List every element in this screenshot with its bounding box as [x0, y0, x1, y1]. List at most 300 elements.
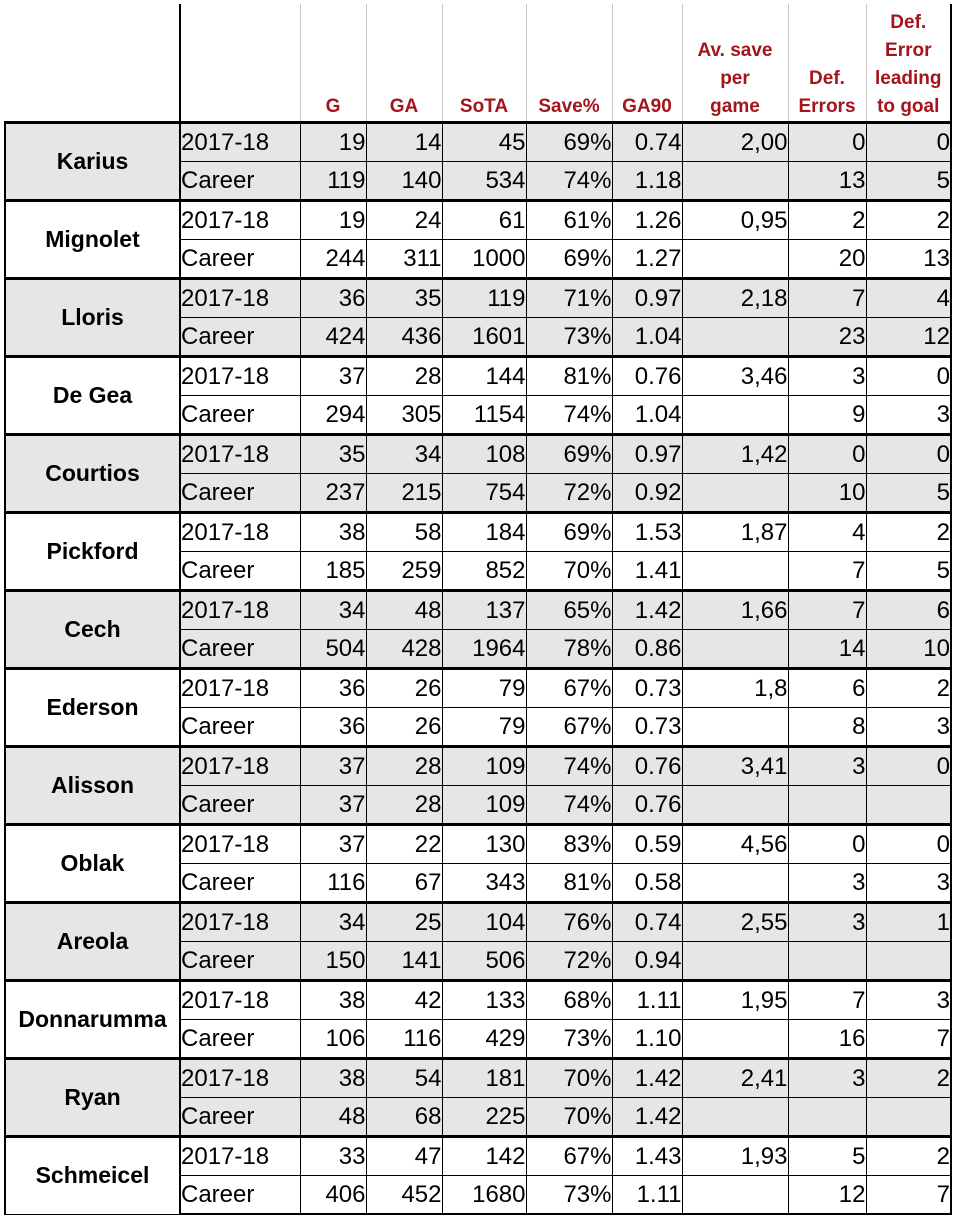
g-cell: 37 — [300, 825, 366, 864]
season-cell: 2017-18 — [180, 903, 300, 942]
save-pct-cell: 67% — [526, 1137, 612, 1176]
player-group — [5, 435, 951, 513]
def-error-goal-cell: 12 — [866, 318, 951, 357]
header-def-error-goal-line: Def. — [890, 12, 927, 33]
sota-cell: 79 — [442, 669, 526, 708]
season-cell: 2017-18 — [180, 201, 300, 240]
av-save-cell: 0,95 — [682, 201, 788, 240]
g-cell: 34 — [300, 591, 366, 630]
save-pct-cell: 83% — [526, 825, 612, 864]
save-pct-cell: 69% — [526, 240, 612, 279]
av-save-cell: 1,87 — [682, 513, 788, 552]
def-errors-cell: 7 — [788, 552, 866, 591]
sota-cell: 108 — [442, 435, 526, 474]
def-error-goal-cell: 7 — [866, 1176, 951, 1215]
def-errors-cell: 3 — [788, 357, 866, 396]
save-pct-cell: 70% — [526, 1098, 612, 1137]
season-cell: Career — [180, 630, 300, 669]
table-row — [5, 669, 951, 708]
av-save-cell: 1,66 — [682, 591, 788, 630]
ga90-cell: 0.73 — [612, 669, 682, 708]
def-error-goal-cell: 2 — [866, 1059, 951, 1098]
table-row — [5, 591, 951, 630]
ga90-cell: 1.18 — [612, 162, 682, 201]
g-cell: 38 — [300, 1059, 366, 1098]
sota-cell: 104 — [442, 903, 526, 942]
def-error-goal-cell: 5 — [866, 162, 951, 201]
ga90-cell: 1.41 — [612, 552, 682, 591]
player-group — [5, 123, 951, 201]
ga-cell: 452 — [366, 1176, 442, 1215]
g-cell: 38 — [300, 513, 366, 552]
def-errors-cell: 4 — [788, 513, 866, 552]
sota-cell: 142 — [442, 1137, 526, 1176]
av-save-cell: 1,8 — [682, 669, 788, 708]
ga-cell: 311 — [366, 240, 442, 279]
ga90-cell: 0.76 — [612, 357, 682, 396]
header-def-errors — [788, 4, 866, 123]
ga-cell: 54 — [366, 1059, 442, 1098]
season-cell: Career — [180, 708, 300, 747]
g-cell: 36 — [300, 279, 366, 318]
sota-cell: 133 — [442, 981, 526, 1020]
av-save-cell — [682, 708, 788, 747]
player-name: Courtios — [5, 435, 180, 513]
season-cell: 2017-18 — [180, 513, 300, 552]
ga90-cell: 0.92 — [612, 474, 682, 513]
def-error-goal-cell: 0 — [866, 123, 951, 162]
def-errors-cell: 0 — [788, 435, 866, 474]
save-pct-cell: 67% — [526, 669, 612, 708]
av-save-cell: 1,95 — [682, 981, 788, 1020]
season-cell: Career — [180, 396, 300, 435]
av-save-cell — [682, 396, 788, 435]
g-cell: 19 — [300, 123, 366, 162]
av-save-cell: 2,18 — [682, 279, 788, 318]
header-save-pct: Save% — [526, 4, 612, 123]
header-season — [180, 4, 300, 123]
header-g: G — [300, 4, 366, 123]
ga-cell: 305 — [366, 396, 442, 435]
header-row — [5, 4, 951, 123]
g-cell: 185 — [300, 552, 366, 591]
def-error-goal-cell: 2 — [866, 513, 951, 552]
table-row — [5, 747, 951, 786]
ga-cell: 436 — [366, 318, 442, 357]
def-error-goal-cell: 3 — [866, 396, 951, 435]
table-row — [5, 201, 951, 240]
ga90-cell: 1.43 — [612, 1137, 682, 1176]
season-cell: Career — [180, 1098, 300, 1137]
season-cell: 2017-18 — [180, 279, 300, 318]
ga90-cell: 1.04 — [612, 396, 682, 435]
save-pct-cell: 70% — [526, 1059, 612, 1098]
sota-cell: 1154 — [442, 396, 526, 435]
g-cell: 244 — [300, 240, 366, 279]
sota-cell: 119 — [442, 279, 526, 318]
ga90-cell: 1.42 — [612, 591, 682, 630]
player-name: Areola — [5, 903, 180, 981]
goalkeeper-stats-table — [4, 4, 952, 1215]
player-name: Cech — [5, 591, 180, 669]
av-save-cell — [682, 1176, 788, 1215]
sota-cell: 534 — [442, 162, 526, 201]
sota-cell: 181 — [442, 1059, 526, 1098]
av-save-cell — [682, 552, 788, 591]
player-name: Ryan — [5, 1059, 180, 1137]
ga90-cell: 0.86 — [612, 630, 682, 669]
save-pct-cell: 69% — [526, 435, 612, 474]
save-pct-cell: 74% — [526, 786, 612, 825]
save-pct-cell: 69% — [526, 123, 612, 162]
player-group — [5, 1137, 951, 1215]
header-def-error-goal-line: Error — [885, 40, 932, 61]
def-errors-cell: 3 — [788, 864, 866, 903]
table-row — [5, 435, 951, 474]
av-save-cell: 1,93 — [682, 1137, 788, 1176]
def-errors-cell: 3 — [788, 1059, 866, 1098]
sota-cell: 1680 — [442, 1176, 526, 1215]
player-group — [5, 903, 951, 981]
def-error-goal-cell — [866, 786, 951, 825]
table-container — [4, 4, 952, 1215]
def-errors-cell — [788, 786, 866, 825]
def-errors-cell: 0 — [788, 825, 866, 864]
g-cell: 504 — [300, 630, 366, 669]
def-error-goal-cell: 3 — [866, 708, 951, 747]
def-error-goal-cell — [866, 942, 951, 981]
def-errors-cell: 10 — [788, 474, 866, 513]
save-pct-cell: 61% — [526, 201, 612, 240]
ga-cell: 28 — [366, 747, 442, 786]
save-pct-cell: 74% — [526, 396, 612, 435]
season-cell: Career — [180, 1020, 300, 1059]
sota-cell: 137 — [442, 591, 526, 630]
sota-cell: 184 — [442, 513, 526, 552]
season-cell: 2017-18 — [180, 1059, 300, 1098]
av-save-cell — [682, 240, 788, 279]
sota-cell: 852 — [442, 552, 526, 591]
sota-cell: 109 — [442, 747, 526, 786]
ga-cell: 28 — [366, 786, 442, 825]
ga-cell: 35 — [366, 279, 442, 318]
season-cell: 2017-18 — [180, 123, 300, 162]
def-error-goal-cell: 3 — [866, 864, 951, 903]
sota-cell: 1964 — [442, 630, 526, 669]
season-cell: 2017-18 — [180, 669, 300, 708]
ga-cell: 48 — [366, 591, 442, 630]
save-pct-cell: 76% — [526, 903, 612, 942]
sota-cell: 225 — [442, 1098, 526, 1137]
g-cell: 48 — [300, 1098, 366, 1137]
ga-cell: 141 — [366, 942, 442, 981]
av-save-cell — [682, 474, 788, 513]
def-errors-cell — [788, 1098, 866, 1137]
ga90-cell: 0.74 — [612, 123, 682, 162]
save-pct-cell: 71% — [526, 279, 612, 318]
header-ga: GA — [366, 4, 442, 123]
season-cell: Career — [180, 1176, 300, 1215]
sota-cell: 754 — [442, 474, 526, 513]
player-group — [5, 513, 951, 591]
table-row — [5, 279, 951, 318]
ga-cell: 428 — [366, 630, 442, 669]
save-pct-cell: 67% — [526, 708, 612, 747]
ga-cell: 259 — [366, 552, 442, 591]
ga90-cell: 0.59 — [612, 825, 682, 864]
av-save-cell: 2,00 — [682, 123, 788, 162]
player-name: Karius — [5, 123, 180, 201]
g-cell: 106 — [300, 1020, 366, 1059]
ga-cell: 24 — [366, 201, 442, 240]
ga90-cell: 0.74 — [612, 903, 682, 942]
header-def-error-goal-line: to goal — [877, 96, 940, 117]
g-cell: 36 — [300, 669, 366, 708]
player-group — [5, 201, 951, 279]
def-error-goal-cell: 0 — [866, 357, 951, 396]
save-pct-cell: 78% — [526, 630, 612, 669]
g-cell: 237 — [300, 474, 366, 513]
ga-cell: 22 — [366, 825, 442, 864]
sota-cell: 1000 — [442, 240, 526, 279]
sota-cell: 109 — [442, 786, 526, 825]
sota-cell: 61 — [442, 201, 526, 240]
def-errors-cell: 0 — [788, 123, 866, 162]
save-pct-cell: 65% — [526, 591, 612, 630]
def-error-goal-cell: 10 — [866, 630, 951, 669]
ga-cell: 26 — [366, 708, 442, 747]
header-sota: SoTA — [442, 4, 526, 123]
def-error-goal-cell: 0 — [866, 435, 951, 474]
sota-cell: 343 — [442, 864, 526, 903]
def-errors-cell: 7 — [788, 279, 866, 318]
av-save-cell: 4,56 — [682, 825, 788, 864]
save-pct-cell: 81% — [526, 864, 612, 903]
ga90-cell: 0.58 — [612, 864, 682, 903]
av-save-cell — [682, 1098, 788, 1137]
ga90-cell: 1.04 — [612, 318, 682, 357]
ga90-cell: 0.76 — [612, 747, 682, 786]
save-pct-cell: 72% — [526, 942, 612, 981]
player-group — [5, 357, 951, 435]
table-row — [5, 513, 951, 552]
sota-cell: 79 — [442, 708, 526, 747]
save-pct-cell: 72% — [526, 474, 612, 513]
season-cell: 2017-18 — [180, 435, 300, 474]
save-pct-cell: 74% — [526, 162, 612, 201]
sota-cell: 506 — [442, 942, 526, 981]
player-group — [5, 981, 951, 1059]
g-cell: 36 — [300, 708, 366, 747]
season-cell: 2017-18 — [180, 1137, 300, 1176]
player-name: Oblak — [5, 825, 180, 903]
ga-cell: 67 — [366, 864, 442, 903]
av-save-cell — [682, 630, 788, 669]
def-errors-cell: 8 — [788, 708, 866, 747]
def-errors-cell: 23 — [788, 318, 866, 357]
av-save-cell: 1,42 — [682, 435, 788, 474]
g-cell: 38 — [300, 981, 366, 1020]
g-cell: 33 — [300, 1137, 366, 1176]
def-errors-cell: 9 — [788, 396, 866, 435]
ga-cell: 42 — [366, 981, 442, 1020]
g-cell: 150 — [300, 942, 366, 981]
header-def-errors-line: Def. — [809, 68, 845, 89]
g-cell: 37 — [300, 786, 366, 825]
table-row — [5, 1059, 951, 1098]
sota-cell: 45 — [442, 123, 526, 162]
player-group — [5, 825, 951, 903]
def-errors-cell: 2 — [788, 201, 866, 240]
player-group — [5, 669, 951, 747]
header-def-error-goal-line: leading — [874, 68, 942, 89]
season-cell: 2017-18 — [180, 825, 300, 864]
av-save-cell: 3,46 — [682, 357, 788, 396]
ga-cell: 28 — [366, 357, 442, 396]
def-error-goal-cell: 5 — [866, 552, 951, 591]
table-row — [5, 357, 951, 396]
player-name: Ederson — [5, 669, 180, 747]
ga90-cell: 1.10 — [612, 1020, 682, 1059]
sota-cell: 429 — [442, 1020, 526, 1059]
def-error-goal-cell: 1 — [866, 903, 951, 942]
save-pct-cell: 73% — [526, 1176, 612, 1215]
ga90-cell: 1.27 — [612, 240, 682, 279]
sota-cell: 130 — [442, 825, 526, 864]
header-av-save-line: Av. save — [697, 40, 773, 61]
player-group — [5, 591, 951, 669]
def-error-goal-cell: 0 — [866, 747, 951, 786]
save-pct-cell: 70% — [526, 552, 612, 591]
def-error-goal-cell: 2 — [866, 669, 951, 708]
def-errors-cell: 3 — [788, 747, 866, 786]
ga90-cell: 1.26 — [612, 201, 682, 240]
av-save-cell — [682, 162, 788, 201]
def-error-goal-cell: 5 — [866, 474, 951, 513]
player-name: Pickford — [5, 513, 180, 591]
header-def-errors-line: Errors — [798, 96, 856, 117]
ga90-cell: 1.42 — [612, 1059, 682, 1098]
ga90-cell: 1.42 — [612, 1098, 682, 1137]
player-group — [5, 747, 951, 825]
player-group — [5, 1059, 951, 1137]
table-row — [5, 1137, 951, 1176]
player-group — [5, 279, 951, 357]
ga-cell: 215 — [366, 474, 442, 513]
header-def-error-goal — [866, 4, 951, 123]
def-errors-cell: 5 — [788, 1137, 866, 1176]
save-pct-cell: 69% — [526, 513, 612, 552]
ga90-cell: 0.76 — [612, 786, 682, 825]
header-ga90: GA90 — [612, 4, 682, 123]
def-errors-cell: 7 — [788, 591, 866, 630]
g-cell: 35 — [300, 435, 366, 474]
ga-cell: 58 — [366, 513, 442, 552]
g-cell: 406 — [300, 1176, 366, 1215]
def-errors-cell: 6 — [788, 669, 866, 708]
ga90-cell: 1.11 — [612, 981, 682, 1020]
g-cell: 119 — [300, 162, 366, 201]
ga90-cell: 0.97 — [612, 435, 682, 474]
season-cell: 2017-18 — [180, 981, 300, 1020]
def-errors-cell: 7 — [788, 981, 866, 1020]
ga90-cell: 0.97 — [612, 279, 682, 318]
def-errors-cell: 13 — [788, 162, 866, 201]
season-cell: 2017-18 — [180, 747, 300, 786]
av-save-cell — [682, 318, 788, 357]
season-cell: Career — [180, 318, 300, 357]
table-row — [5, 123, 951, 162]
player-name: Donnarumma — [5, 981, 180, 1059]
def-error-goal-cell: 4 — [866, 279, 951, 318]
av-save-cell — [682, 1020, 788, 1059]
ga-cell: 68 — [366, 1098, 442, 1137]
ga90-cell: 0.73 — [612, 708, 682, 747]
av-save-cell — [682, 864, 788, 903]
save-pct-cell: 81% — [526, 357, 612, 396]
ga-cell: 140 — [366, 162, 442, 201]
season-cell: Career — [180, 240, 300, 279]
def-errors-cell: 12 — [788, 1176, 866, 1215]
save-pct-cell: 68% — [526, 981, 612, 1020]
ga90-cell: 1.53 — [612, 513, 682, 552]
def-error-goal-cell: 3 — [866, 981, 951, 1020]
def-error-goal-cell: 13 — [866, 240, 951, 279]
def-error-goal-cell: 2 — [866, 1137, 951, 1176]
ga-cell: 25 — [366, 903, 442, 942]
season-cell: Career — [180, 474, 300, 513]
season-cell: 2017-18 — [180, 591, 300, 630]
season-cell: 2017-18 — [180, 357, 300, 396]
def-error-goal-cell: 2 — [866, 201, 951, 240]
g-cell: 116 — [300, 864, 366, 903]
header-player — [5, 4, 180, 123]
sota-cell: 1601 — [442, 318, 526, 357]
g-cell: 37 — [300, 747, 366, 786]
av-save-cell: 2,55 — [682, 903, 788, 942]
g-cell: 37 — [300, 357, 366, 396]
header-av-save-line: game — [710, 96, 760, 117]
def-errors-cell: 3 — [788, 903, 866, 942]
ga-cell: 34 — [366, 435, 442, 474]
ga90-cell: 1.11 — [612, 1176, 682, 1215]
def-errors-cell: 16 — [788, 1020, 866, 1059]
av-save-cell: 2,41 — [682, 1059, 788, 1098]
sota-cell: 144 — [442, 357, 526, 396]
ga-cell: 14 — [366, 123, 442, 162]
ga90-cell: 0.94 — [612, 942, 682, 981]
player-name: Alisson — [5, 747, 180, 825]
def-errors-cell — [788, 942, 866, 981]
season-cell: Career — [180, 786, 300, 825]
save-pct-cell: 73% — [526, 318, 612, 357]
player-name: Schmeicel — [5, 1137, 180, 1215]
ga-cell: 26 — [366, 669, 442, 708]
def-errors-cell: 14 — [788, 630, 866, 669]
g-cell: 424 — [300, 318, 366, 357]
header-av-save — [682, 4, 788, 123]
player-name: Mignolet — [5, 201, 180, 279]
g-cell: 34 — [300, 903, 366, 942]
table-row — [5, 981, 951, 1020]
table-row — [5, 903, 951, 942]
g-cell: 19 — [300, 201, 366, 240]
header-av-save-line: per — [720, 68, 750, 89]
season-cell: Career — [180, 162, 300, 201]
season-cell: Career — [180, 552, 300, 591]
save-pct-cell: 73% — [526, 1020, 612, 1059]
season-cell: Career — [180, 942, 300, 981]
